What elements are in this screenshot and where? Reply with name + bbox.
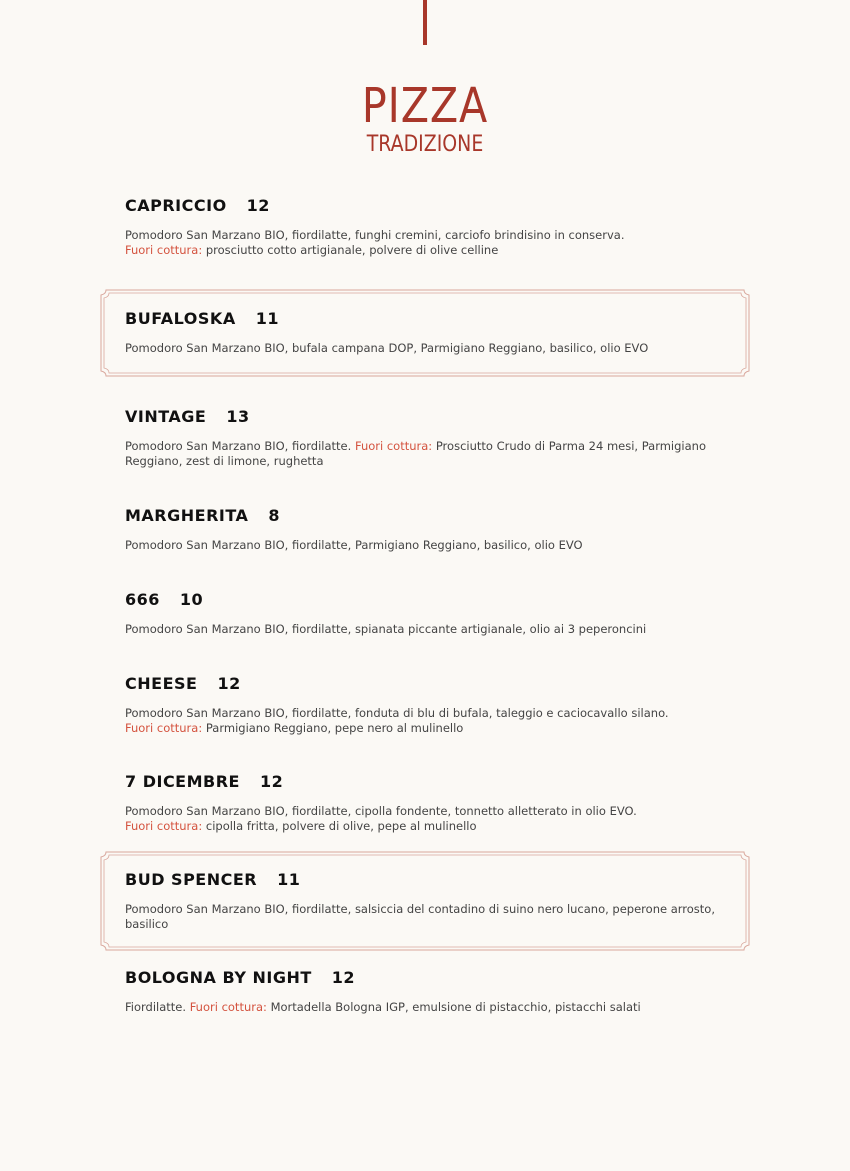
item-ingredients: Pomodoro San Marzano BIO, fiordilatte, salsiccia del contadino di suino nero lucano, peperone arrosto, basilico (125, 902, 715, 931)
fuori-cottura-ingredients: Prosciutto Crudo di Parma 24 mesi, Parmigiano Reggiano, zest di limone, rughetta (125, 439, 706, 468)
item-name: 7 DICEMBRE (125, 772, 240, 791)
item-title (125, 870, 725, 890)
fuori-cottura-label: Fuori cottura: (125, 819, 203, 833)
menu-item (125, 674, 725, 736)
menu-item (125, 968, 725, 1015)
top-divider-line (423, 0, 427, 45)
fuori-cottura-ingredients: cipolla fritta, polvere di olive, pepe al mulinello (205, 819, 477, 833)
item-ingredients: Pomodoro San Marzano BIO, fiordilatte, Parmigiano Reggiano, basilico, olio EVO (125, 538, 583, 552)
fuori-cottura-label: Fuori cottura: (354, 439, 433, 453)
item-name: CHEESE (125, 674, 198, 693)
item-ingredients: Pomodoro San Marzano BIO, fiordilatte, fonduta di blu di bufala, taleggio e caciocavallo silano. (125, 706, 669, 720)
item-title (125, 407, 725, 427)
item-title (125, 506, 725, 526)
item-price: 12 (331, 968, 356, 987)
item-description (125, 538, 725, 553)
item-title (125, 674, 725, 694)
item-name: BUFALOSKA (125, 309, 236, 328)
item-name: 666 (125, 590, 160, 609)
item-description (125, 1000, 725, 1015)
menu-item (125, 870, 725, 932)
item-description (125, 804, 725, 834)
item-ingredients: Pomodoro San Marzano BIO, fiordilatte. (125, 439, 352, 453)
item-ingredients: Fiordilatte. (125, 1000, 187, 1014)
fuori-cottura-ingredients: Parmigiano Reggiano, pepe nero al mulinello (205, 721, 464, 735)
item-name: BOLOGNA BY NIGHT (125, 968, 312, 987)
menu-item (125, 309, 725, 356)
item-name: CAPRICCIO (125, 196, 227, 215)
page-subtitle: TRADIZIONE (366, 132, 484, 157)
item-description (125, 341, 725, 356)
menu-item (125, 590, 725, 637)
item-description (125, 622, 725, 637)
item-name: BUD SPENCER (125, 870, 258, 889)
item-ingredients: Pomodoro San Marzano BIO, fiordilatte, cipolla fondente, tonnetto alletterato in olio EVO. (125, 804, 637, 818)
item-price: 12 (259, 772, 284, 791)
item-price: 8 (268, 506, 281, 525)
item-title (125, 968, 725, 988)
item-price: 11 (255, 309, 279, 328)
fuori-cottura-ingredients: prosciutto cotto artigianale, polvere di olive celline (205, 243, 499, 257)
menu-item (125, 196, 725, 258)
item-description (125, 228, 725, 258)
item-title (125, 309, 725, 329)
fuori-cottura-ingredients: Mortadella Bologna IGP, emulsione di pistacchio, pistacchi salati (270, 1000, 641, 1014)
item-title (125, 772, 725, 792)
item-price: 11 (277, 870, 301, 889)
item-price: 12 (246, 196, 270, 215)
menu-item (125, 772, 725, 834)
fuori-cottura-label: Fuori cottura: (125, 721, 203, 735)
page-title: PIZZA (361, 78, 489, 134)
menu-header (0, 80, 850, 158)
fuori-cottura-label: Fuori cottura: (189, 1000, 267, 1014)
menu-item (125, 506, 725, 553)
item-name: VINTAGE (125, 407, 207, 426)
fuori-cottura-label: Fuori cottura: (125, 243, 203, 257)
item-name: MARGHERITA (125, 506, 249, 525)
item-description (125, 706, 725, 736)
item-title (125, 590, 725, 610)
item-ingredients: Pomodoro San Marzano BIO, fiordilatte, spianata piccante artigianale, olio ai 3 peperoncini (125, 622, 647, 636)
item-description (125, 439, 725, 469)
item-description (125, 902, 725, 932)
menu-item (125, 407, 725, 469)
item-price: 12 (217, 674, 241, 693)
item-price: 13 (226, 407, 250, 426)
item-ingredients: Pomodoro San Marzano BIO, bufala campana DOP, Parmigiano Reggiano, basilico, olio EVO (125, 341, 649, 355)
item-price: 10 (179, 590, 204, 609)
item-ingredients: Pomodoro San Marzano BIO, fiordilatte, funghi cremini, carciofo brindisino in conserva. (125, 228, 625, 242)
item-title (125, 196, 725, 216)
